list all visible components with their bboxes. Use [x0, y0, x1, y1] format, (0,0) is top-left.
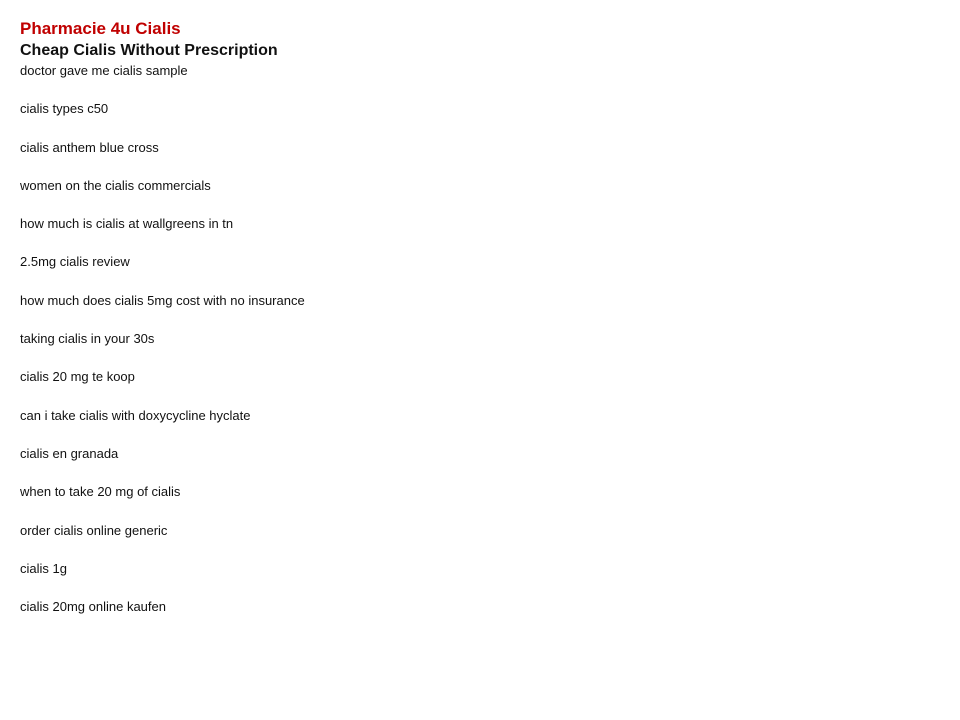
- page-subtitle: Cheap Cialis Without Prescription: [20, 42, 278, 59]
- link-item-9[interactable]: cialis 20 mg te koop: [20, 369, 135, 385]
- link-item-8[interactable]: taking cialis in your 30s: [20, 331, 155, 347]
- link-item-12[interactable]: when to take 20 mg of cialis: [20, 484, 181, 500]
- list-item: [20, 369, 920, 407]
- link-item-6[interactable]: 2.5mg cialis review: [20, 254, 130, 270]
- list-item: [20, 254, 920, 292]
- link-item-13[interactable]: order cialis online generic: [20, 522, 168, 538]
- link-item-15[interactable]: cialis 20mg online kaufen: [20, 599, 166, 615]
- page-content: [20, 18, 920, 637]
- link-item-3[interactable]: cialis anthem blue cross: [20, 139, 159, 155]
- list-item: [20, 561, 920, 599]
- link-item-14[interactable]: cialis 1g: [20, 560, 67, 576]
- list-item: [20, 178, 920, 216]
- link-item-4[interactable]: women on the cialis commercials: [20, 177, 211, 193]
- list-item: [20, 408, 920, 446]
- link-item-10[interactable]: can i take cialis with doxycycline hyclate: [20, 407, 251, 423]
- link-list: [20, 62, 920, 637]
- list-item: [20, 140, 920, 178]
- list-item: [20, 446, 920, 484]
- list-item: [20, 293, 920, 331]
- list-item: [20, 331, 920, 369]
- list-item: [20, 62, 920, 101]
- list-item: [20, 484, 920, 522]
- page-title: Pharmacie 4u Cialis: [20, 19, 181, 38]
- link-item-1[interactable]: doctor gave me cialis sample: [20, 63, 188, 78]
- list-item: [20, 101, 920, 139]
- list-item: [20, 523, 920, 561]
- link-item-7[interactable]: how much does cialis 5mg cost with no insurance: [20, 292, 305, 308]
- list-item: [20, 216, 920, 254]
- link-item-2[interactable]: cialis types c50: [20, 101, 109, 117]
- link-item-11[interactable]: cialis en granada: [20, 445, 119, 461]
- list-item: [20, 599, 920, 637]
- link-item-5[interactable]: how much is cialis at wallgreens in tn: [20, 216, 234, 232]
